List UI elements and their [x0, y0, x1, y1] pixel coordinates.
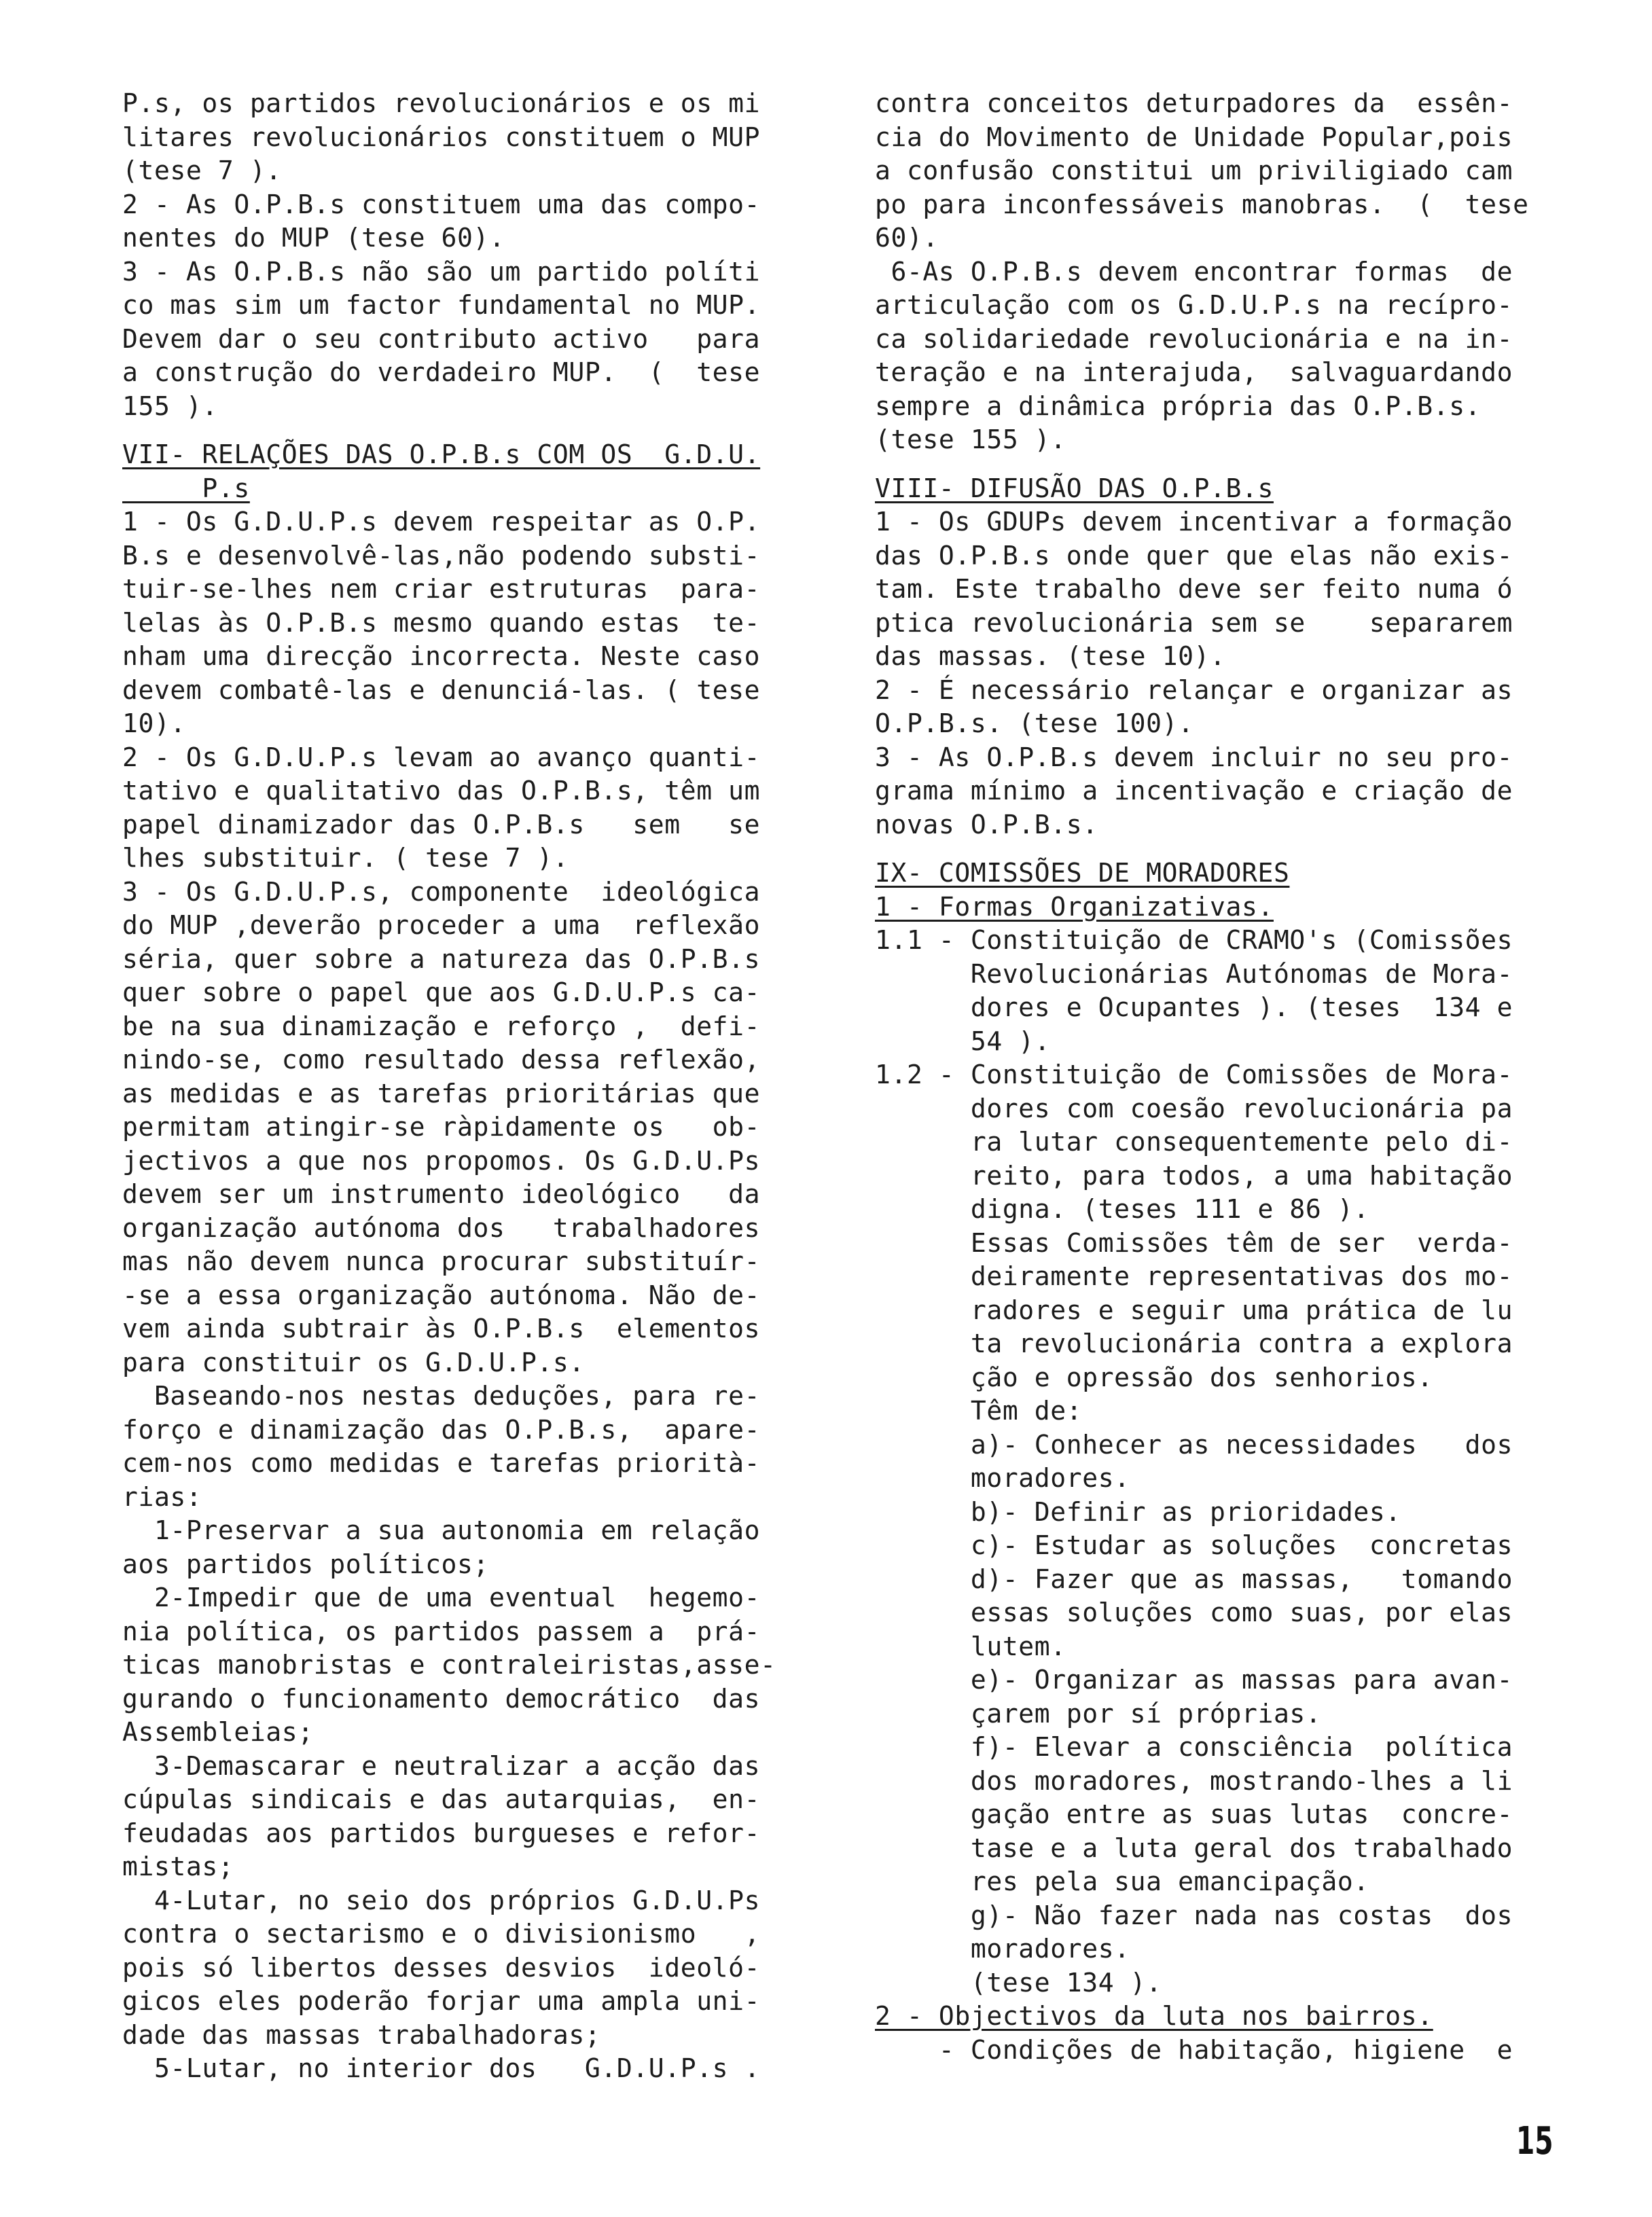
- text-line: gicos eles poderão forjar uma ampla uni-: [122, 1986, 761, 2016]
- paragraph-gap: [122, 423, 805, 438]
- text-line: articulação com os G.D.U.P.s na recípro-: [875, 290, 1513, 320]
- text-line: contra conceitos deturpadores da essên-: [875, 88, 1513, 118]
- text-line: (tese 7 ).: [122, 156, 282, 185]
- text-line: dores e Ocupantes ). (teses 134 e: [875, 992, 1513, 1022]
- section-heading-line: P.s: [122, 473, 250, 503]
- text-line: deiramente representativas dos mo-: [875, 1261, 1513, 1291]
- text-line: (tese 134 ).: [875, 1967, 1162, 1998]
- text-line: moradores.: [875, 1934, 1130, 1964]
- left-column: [122, 87, 805, 2086]
- section-heading-line: 2 - Objectivos da luta nos bairros.: [875, 2001, 1433, 2031]
- text-line: dade das massas trabalhadoras;: [122, 2019, 601, 2050]
- text-line: 1.2 - Constituição de Comissões de Mora-: [875, 1060, 1513, 1089]
- text-line: O.P.B.s. (tese 100).: [875, 708, 1194, 738]
- text-line: f)- Elevar a consciência política: [875, 1732, 1513, 1762]
- text-line: nia política, os partidos passem a prá-: [122, 1616, 761, 1646]
- text-line: 2 - É necessário relançar e organizar as: [875, 674, 1513, 705]
- text-line: lelas às O.P.B.s mesmo quando estas te-: [122, 607, 761, 638]
- text-line: g)- Não fazer nada nas costas dos: [875, 1900, 1513, 1930]
- text-line: devem ser um instrumento ideológico da: [122, 1179, 761, 1209]
- text-line: cúpulas sindicais e das autarquias, en-: [122, 1784, 761, 1814]
- text-line: d)- Fazer que as massas, tomando: [875, 1564, 1513, 1594]
- text-line: vem ainda subtrair às O.P.B.s elementos: [122, 1314, 761, 1344]
- text-line: gurando o funcionamento democrático das: [122, 1683, 761, 1714]
- text-line: forço e dinamização das O.P.B.s, apare-: [122, 1414, 761, 1445]
- text-line: papel dinamizador das O.P.B.s sem se: [122, 809, 761, 840]
- text-line: ção e opressão dos senhorios.: [875, 1362, 1433, 1392]
- text-line: - Condições de habitação, higiene e: [875, 2034, 1513, 2065]
- text-line: nham uma direcção incorrecta. Neste caso: [122, 641, 761, 671]
- text-line: rias:: [122, 1481, 202, 1512]
- text-line: 3 - As O.P.B.s devem incluir no seu pro-: [875, 742, 1513, 772]
- text-line: a construção do verdadeiro MUP. ( tese: [122, 357, 761, 387]
- text-line: gação entre as suas lutas concre-: [875, 1799, 1513, 1829]
- text-line: ra lutar consequentemente pelo di-: [875, 1127, 1513, 1157]
- text-line: 3-Demascarar e neutralizar a acção das: [122, 1750, 761, 1781]
- paragraph-gap: [875, 457, 1585, 472]
- text-line: -se a essa organização autónoma. Não de-: [122, 1280, 761, 1310]
- text-line: novas O.P.B.s.: [875, 809, 1098, 840]
- text-line: essas soluções como suas, por elas: [875, 1598, 1513, 1627]
- text-line: dores com coesão revolucionária pa: [875, 1093, 1513, 1123]
- section-heading-line: IX- COMISSÕES DE MORADORES: [875, 858, 1290, 888]
- text-line: séria, quer sobre a natureza das O.P.B.s: [122, 943, 761, 974]
- text-line: nindo-se, como resultado dessa reflexão,: [122, 1045, 761, 1075]
- text-line: 2 - Os G.D.U.P.s levam ao avanço quanti-: [122, 742, 761, 772]
- text-line: mas não devem nunca procurar substituír-: [122, 1246, 761, 1276]
- text-line: c)- Estudar as soluções concretas: [875, 1530, 1513, 1560]
- text-line: permitam atingir-se ràpidamente os ob-: [122, 1112, 761, 1142]
- text-line: a confusão constitui um priviligiado cam: [875, 156, 1513, 185]
- text-line: 2-Impedir que de uma eventual hegemo-: [122, 1583, 761, 1612]
- section-heading-line: VII- RELAÇÕES DAS O.P.B.s COM OS G.D.U.: [122, 439, 761, 469]
- text-line: tuir-se-lhes nem criar estruturas para-: [122, 574, 761, 604]
- text-line: tativo e qualitativo das O.P.B.s, têm um: [122, 776, 761, 806]
- text-line: 60).: [875, 223, 939, 253]
- text-line: digna. (teses 111 e 86 ).: [875, 1194, 1369, 1224]
- right-column: [875, 87, 1585, 2067]
- text-line: 1.1 - Constituição de CRAMO's (Comissões: [875, 925, 1513, 955]
- text-line: para constituir os G.D.U.P.s.: [122, 1347, 585, 1377]
- text-line: 2 - As O.P.B.s constituem uma das compo-: [122, 189, 761, 219]
- text-line: lutem.: [875, 1631, 1066, 1661]
- text-line: 4-Lutar, no seio dos próprios G.D.U.Ps: [122, 1885, 761, 1915]
- text-line: B.s e desenvolvê-las,não podendo substi-: [122, 540, 761, 571]
- text-line: litares revolucionários constituem o MUP: [122, 122, 761, 152]
- text-line: grama mínimo a incentivação e criação de: [875, 776, 1513, 806]
- text-line: e)- Organizar as massas para avan-: [875, 1665, 1513, 1695]
- page-number: 15: [1516, 2119, 1554, 2163]
- text-line: dos moradores, mostrando-lhes a li: [875, 1765, 1513, 1796]
- text-line: P.s, os partidos revolucionários e os mi: [122, 88, 761, 118]
- text-line: aos partidos políticos;: [122, 1549, 489, 1579]
- text-line: das O.P.B.s onde quer que elas não exis-: [875, 540, 1513, 571]
- text-line: organização autónoma dos trabalhadores: [122, 1212, 761, 1243]
- text-line: das massas. (tese 10).: [875, 641, 1226, 671]
- text-line: cia do Movimento de Unidade Popular,pois: [875, 122, 1513, 152]
- text-line: 1 - Os G.D.U.P.s devem respeitar as O.P.: [122, 507, 761, 537]
- text-line: ticas manobristas e contraleiristas,asse-: [122, 1650, 776, 1680]
- text-line: ca solidariedade revolucionária e na in-: [875, 323, 1513, 354]
- text-line: Baseando-nos nestas deduções, para re-: [122, 1381, 761, 1411]
- text-line: a)- Conhecer as necessidades dos: [875, 1429, 1513, 1460]
- text-line: be na sua dinamização e reforço , defi-: [122, 1011, 761, 1041]
- text-line: Assembleias;: [122, 1717, 314, 1747]
- text-line: quer sobre o papel que aos G.D.U.P.s ca-: [122, 977, 761, 1007]
- text-line: lhes substituir. ( tese 7 ).: [122, 843, 569, 873]
- text-line: po para inconfessáveis manobras. ( tese: [875, 189, 1529, 219]
- section-heading-line: VIII- DIFUSÃO DAS O.P.B.s: [875, 473, 1274, 503]
- text-line: Têm de:: [875, 1396, 1083, 1426]
- text-line: b)- Definir as prioridades.: [875, 1496, 1401, 1527]
- text-line: nentes do MUP (tese 60).: [122, 223, 505, 253]
- paragraph-gap: [875, 842, 1585, 857]
- text-line: devem combatê-las e denunciá-las. ( tese: [122, 674, 761, 705]
- text-line: moradores.: [875, 1463, 1130, 1493]
- text-line: cem-nos como medidas e tarefas priorità-: [122, 1448, 761, 1478]
- section-heading-line: 1 - Formas Organizativas.: [875, 891, 1274, 922]
- text-line: as medidas e as tarefas prioritárias que: [122, 1078, 761, 1108]
- text-line: 1 - Os GDUPs devem incentivar a formação: [875, 507, 1513, 537]
- text-line: mistas;: [122, 1852, 234, 1881]
- text-line: contra o sectarismo e o divisionismo ,: [122, 1919, 761, 1949]
- text-line: do MUP ,deverão proceder a uma reflexão: [122, 910, 761, 940]
- text-line: Revolucionárias Autónomas de Mora-: [875, 958, 1513, 989]
- text-line: (tese 155 ).: [875, 425, 1066, 454]
- text-line: teração e na interajuda, salvaguardando: [875, 357, 1513, 387]
- text-line: 5-Lutar, no interior dos G.D.U.P.s .: [122, 2053, 761, 2083]
- text-line: 155 ).: [122, 391, 218, 421]
- text-line: pois só libertos desses desvios ideoló-: [122, 1952, 761, 1983]
- text-line: co mas sim um factor fundamental no MUP.: [122, 290, 761, 320]
- text-line: ta revolucionária contra a explora: [875, 1329, 1513, 1358]
- text-line: 54 ).: [875, 1026, 1051, 1056]
- text-line: 3 - As O.P.B.s não são um partido políti: [122, 256, 761, 287]
- text-line: 1-Preservar a sua autonomia em relação: [122, 1515, 761, 1545]
- text-line: 6-As O.P.B.s devem encontrar formas de: [875, 256, 1513, 287]
- text-line: radores e seguir uma prática de lu: [875, 1295, 1513, 1325]
- text-line: 10).: [122, 708, 186, 738]
- text-line: 3 - Os G.D.U.P.s, componente ideológica: [122, 876, 761, 907]
- text-line: tam. Este trabalho deve ser feito numa ó: [875, 574, 1513, 604]
- text-line: reito, para todos, a uma habitação: [875, 1160, 1513, 1191]
- text-line: tase e a luta geral dos trabalhado: [875, 1833, 1513, 1863]
- text-line: ptica revolucionária sem se separarem: [875, 607, 1513, 638]
- text-line: sempre a dinâmica própria das O.P.B.s.: [875, 391, 1482, 421]
- text-line: çarem por sí próprias.: [875, 1698, 1322, 1729]
- text-line: Essas Comissões têm de ser verda-: [875, 1227, 1513, 1258]
- text-line: feudadas aos partidos burgueses e refor-: [122, 1818, 761, 1848]
- text-line: jectivos a que nos propomos. Os G.D.U.Ps: [122, 1145, 761, 1176]
- text-line: res pela sua emancipação.: [875, 1867, 1369, 1896]
- text-line: Devem dar o seu contributo activo para: [122, 323, 761, 354]
